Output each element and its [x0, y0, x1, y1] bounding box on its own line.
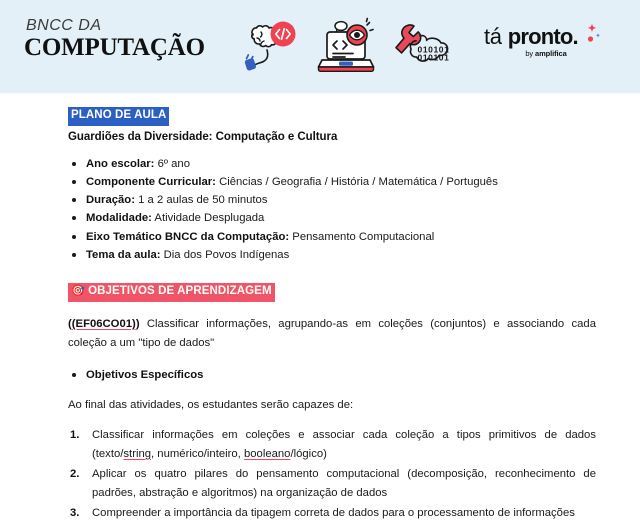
meta-value: 1 a 2 aulas de 50 minutos	[134, 194, 268, 207]
tapronto-word-ta: tá	[484, 24, 502, 49]
objetivos-especificos-heading-list	[68, 367, 596, 384]
tapronto-word-pronto: pronto	[507, 24, 573, 49]
bncc-logo-line1: BNCC DA	[26, 17, 102, 34]
objective-text-b: , numérico/inteiro,	[151, 447, 244, 460]
meta-item-duracao	[68, 191, 596, 209]
brain-code-icon	[232, 14, 304, 80]
objective-item-2	[68, 465, 596, 503]
sparkles-icon	[576, 22, 602, 48]
page-header-band	[0, 0, 640, 93]
objectives-intro-line: Ao final das atividades, os estudantes serão capazes de:	[68, 398, 354, 411]
meta-value: Pensamento Computacional	[289, 230, 435, 243]
objetivos-especificos-heading: Objetivos Específicos	[68, 367, 596, 384]
objective-text-a: Aplicar os quatro pilares do pensamento computacional (decomposição, reconhecimento de padrões, abstração e algoritmos) na organização de dados	[92, 467, 596, 499]
bncc-skill-paragraph	[68, 315, 596, 353]
meta-item-ano-escolar	[68, 155, 596, 173]
bncc-logo-line2: COMPUTAÇÃO	[24, 34, 205, 61]
objectives-list	[68, 426, 596, 523]
bncc-skill-code: ((EF06CO01))	[68, 317, 140, 330]
meta-item-modalidade	[68, 209, 596, 227]
bncc-skill-text: Classificar informações, agrupando-as em coleções (conjuntos) e associando cada coleção a um "tipo de dados"	[68, 317, 596, 349]
meta-label: Eixo Temático BNCC da Computação:	[86, 230, 290, 243]
svg-text:010101: 010101	[417, 44, 450, 55]
tapronto-by: by	[525, 49, 536, 58]
laptop-code-eye-icon	[310, 14, 382, 80]
tapronto-brand: amplifica	[535, 49, 567, 58]
plano-de-aula-badge-row	[68, 105, 596, 126]
header-icon-cluster	[232, 14, 460, 80]
objective-text-a: Classificar informações em coleções e associar cada coleção a tipos primitivos de dados (texto/	[92, 428, 596, 460]
meta-value: Dia dos Povos Indígenas	[160, 249, 290, 261]
meta-label: Ano escolar:	[86, 157, 155, 170]
meta-item-eixo-tematico	[68, 228, 596, 246]
wrench-binary-cloud-icon	[388, 14, 460, 80]
objetivos-de-aprendizagem-badge	[68, 283, 275, 302]
objective-spellcheck-string: string	[123, 447, 152, 460]
lesson-plan-document	[0, 93, 640, 522]
meta-label: Tema da aula:	[86, 249, 161, 261]
bncc-skill-code-inner: (EF06CO01)	[71, 317, 136, 330]
plano-de-aula-badge: PLANO DE AULA	[68, 107, 169, 126]
objective-item-3	[68, 504, 596, 523]
meta-item-tema-da-aula	[68, 246, 596, 264]
meta-label: Modalidade:	[86, 212, 152, 225]
svg-text:010101: 010101	[417, 52, 450, 63]
meta-label: Componente Curricular:	[86, 175, 216, 188]
lesson-meta-list	[68, 155, 596, 265]
objective-text-a: Compreender a importância da tipagem correta de dados para o processamento de informações	[92, 506, 575, 519]
bncc-logo	[24, 18, 205, 60]
tapronto-dot: .	[572, 24, 579, 49]
objetivos-badge-row	[68, 281, 596, 302]
meta-label: Duração:	[86, 194, 135, 207]
meta-value: Ciências / Geografia / História / Matemática / Português	[215, 175, 498, 188]
tapronto-logo-wordmark	[484, 26, 579, 48]
lesson-subtitle: Guardiões da Diversidade: Computação e Cultura	[68, 130, 338, 143]
objetivos-badge-label: OBJETIVOS DE APRENDIZAGEM	[88, 285, 272, 298]
tapronto-byline	[484, 50, 579, 58]
meta-value: Atividade Desplugada	[151, 212, 265, 225]
dart-icon: 🎯	[71, 285, 85, 298]
meta-value: 6º ano	[154, 157, 190, 170]
meta-item-componente-curricular	[68, 173, 596, 191]
objective-item-1	[68, 426, 596, 464]
tapronto-logo	[484, 26, 579, 58]
objective-text-c: /lógico)	[290, 447, 327, 460]
objective-spellcheck-booleano: booleano	[243, 447, 291, 460]
